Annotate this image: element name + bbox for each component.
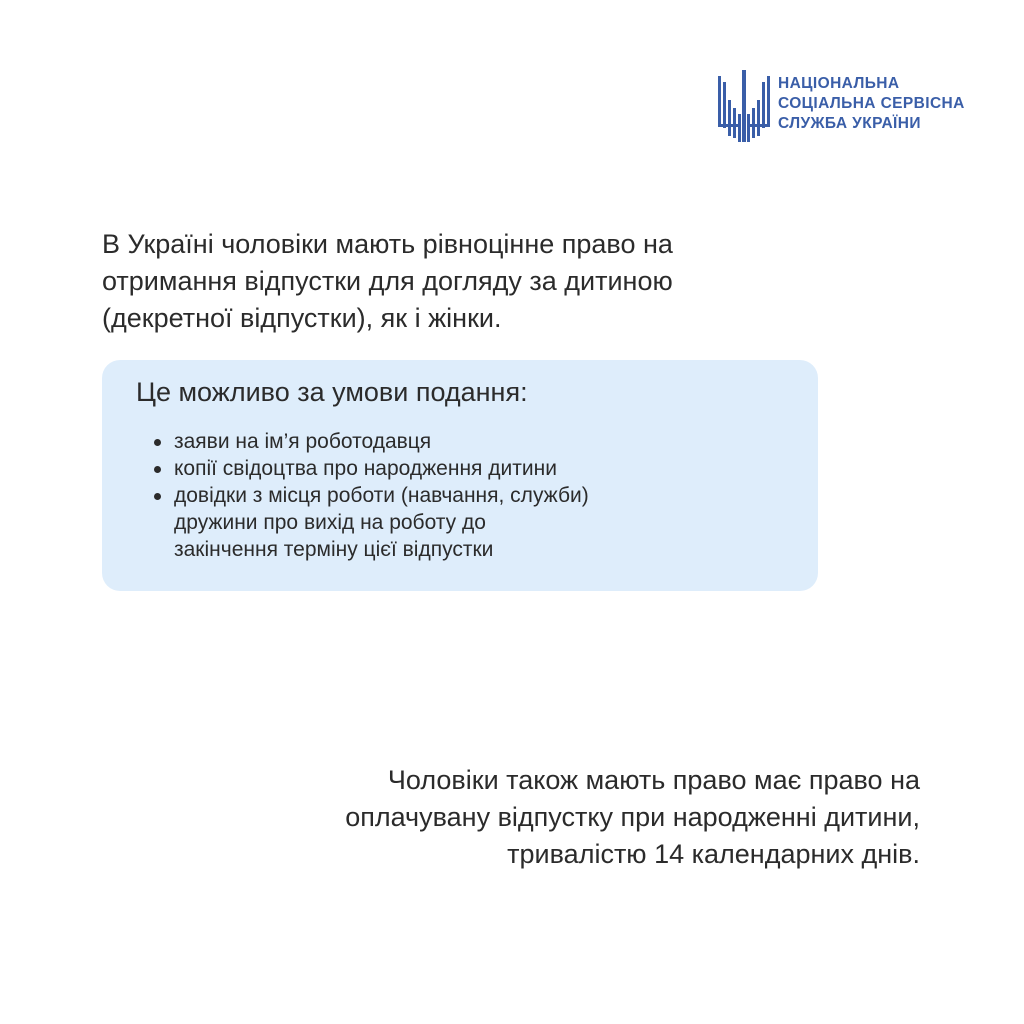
bullet-icon [154, 493, 161, 500]
conditions-title: Це можливо за умови подання: [136, 377, 528, 407]
intro-line: (декретної відпустки), як і жінки. [102, 303, 502, 333]
conditions-list [152, 428, 589, 563]
outro-line: Чоловіки також мають право має право на [387, 765, 920, 795]
logo-line-3: СЛУЖБА УКРАЇНИ [778, 115, 921, 132]
trident-logo-icon [718, 70, 770, 142]
list-item [152, 482, 589, 563]
nsss-logo [718, 70, 965, 142]
list-item-text: довідки з місця роботи (навчання, служби) [174, 484, 589, 507]
conditions-card [102, 360, 818, 591]
outro-paragraph [200, 762, 920, 873]
list-item-text: дружини про вихід на роботу до [174, 511, 486, 534]
intro-line: отримання відпустки для догляду за дитиною [102, 266, 673, 296]
logo-text [778, 74, 965, 134]
list-item [152, 428, 589, 455]
intro-paragraph [102, 226, 822, 337]
logo-line-1: НАЦІОНАЛЬНА [778, 75, 900, 92]
bullet-icon [154, 439, 161, 446]
intro-line: В Україні чоловіки мають рівноцінне право на [102, 229, 673, 259]
list-item-text: закінчення терміну цієї відпустки [174, 538, 494, 561]
outro-line: оплачувану відпустку при народженні дитини, [345, 802, 920, 832]
outro-line: тривалістю 14 календарних днів. [507, 839, 920, 869]
logo-line-2: СОЦІАЛЬНА СЕРВІСНА [778, 95, 965, 112]
list-item-text: заяви на ім’я роботодавця [174, 430, 432, 453]
bullet-icon [154, 466, 161, 473]
list-item [152, 455, 589, 482]
list-item-text: копії свідоцтва про народження дитини [174, 457, 557, 480]
